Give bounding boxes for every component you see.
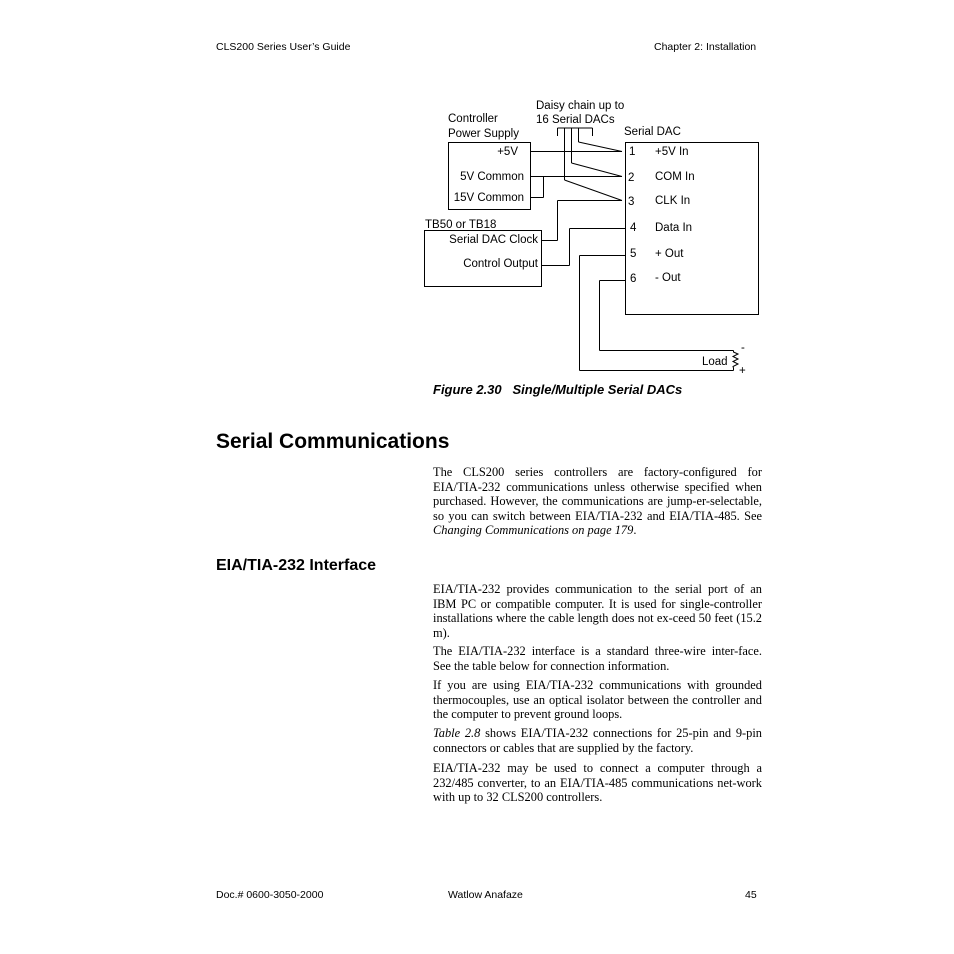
paragraph: EIA/TIA-232 may be used to connect a computer through a 232/485 converter, to an EIA/TIA-485 communications net-work with up to 32 CLS200 controllers. xyxy=(433,761,762,805)
load-resistor-icon xyxy=(733,351,738,371)
pin-label: - Out xyxy=(655,272,681,284)
pin-number: 6 xyxy=(630,273,637,285)
pin-number: 4 xyxy=(630,222,637,234)
intro-paragraph xyxy=(433,465,762,538)
section-title: Serial Communications xyxy=(216,430,450,453)
pin-label: + Out xyxy=(655,248,684,260)
running-header-title: CLS200 Series User’s Guide xyxy=(216,41,351,53)
load-label: Load xyxy=(702,356,728,368)
table-reference: Table 2.8 xyxy=(433,726,481,740)
minus-sign: - xyxy=(741,342,745,354)
pin-number: 3 xyxy=(628,196,635,208)
paragraph: If you are using EIA/TIA-232 communications with grounded thermocouples, use an optical isolator between the controller and the computer to prevent ground loops. xyxy=(433,678,762,722)
footer-company: Watlow Anafaze xyxy=(448,889,523,901)
pin-label: Data In xyxy=(655,222,693,234)
controller-label-2: Power Supply xyxy=(448,128,519,140)
running-header-chapter: Chapter 2: Installation xyxy=(654,41,757,53)
paragraph-text: shows EIA/TIA-232 connections for 25-pin and 9-pin connectors or cables that are supplied by the factory. xyxy=(433,726,762,755)
pin-label: +5V In xyxy=(655,146,689,158)
daisy-chain-label-1: Daisy chain up to xyxy=(536,100,625,112)
pin-number: 5 xyxy=(630,248,637,260)
controller-label-1: Controller xyxy=(448,113,498,125)
control-output-label: Control Output xyxy=(463,258,538,270)
paragraph: EIA/TIA-232 provides communication to the serial port of an IBM PC or compatible computer. It is used for single-controller installations where the cable length does not ex-ceed 50 feet (15.2 m). xyxy=(433,582,762,640)
pin-label: COM In xyxy=(655,171,695,183)
paragraph xyxy=(433,726,762,755)
common15v-label: 15V Common xyxy=(453,192,524,204)
tb-label: TB50 or TB18 xyxy=(425,219,497,231)
wiring-diagram xyxy=(0,0,954,400)
common5v-label: 5V Common xyxy=(460,171,524,183)
figure-caption: Figure 2.30 Single/Multiple Serial DACs xyxy=(433,382,683,397)
dac-clock-label: Serial DAC Clock xyxy=(449,234,538,246)
serial-dac-label: Serial DAC xyxy=(624,126,681,138)
plus-sign: + xyxy=(739,365,746,377)
page-number: 45 xyxy=(745,889,757,901)
cross-reference: Changing Communications on page 179 xyxy=(433,523,634,538)
intro-text: The CLS200 series controllers are factory-configured for EIA/TIA-232 communications unless otherwise specified when purchased. However, the communications are jump-er-selectable, so you can switch between EIA/TIA-232 and EIA/TIA-485. See xyxy=(433,465,762,523)
subsection-title: EIA/TIA-232 Interface xyxy=(216,557,377,574)
footer-doc-number: Doc.# 0600-3050-2000 xyxy=(216,889,324,901)
daisy-chain-label-2: 16 Serial DACs xyxy=(536,114,615,126)
pin-label: CLK In xyxy=(655,195,691,207)
intro-end: . xyxy=(633,523,637,538)
pin-number: 1 xyxy=(629,146,636,158)
plus5v-label: +5V xyxy=(497,146,518,158)
pin-number: 2 xyxy=(628,172,635,184)
paragraph: The EIA/TIA-232 interface is a standard three-wire inter-face. See the table below for connection information. xyxy=(433,644,762,673)
